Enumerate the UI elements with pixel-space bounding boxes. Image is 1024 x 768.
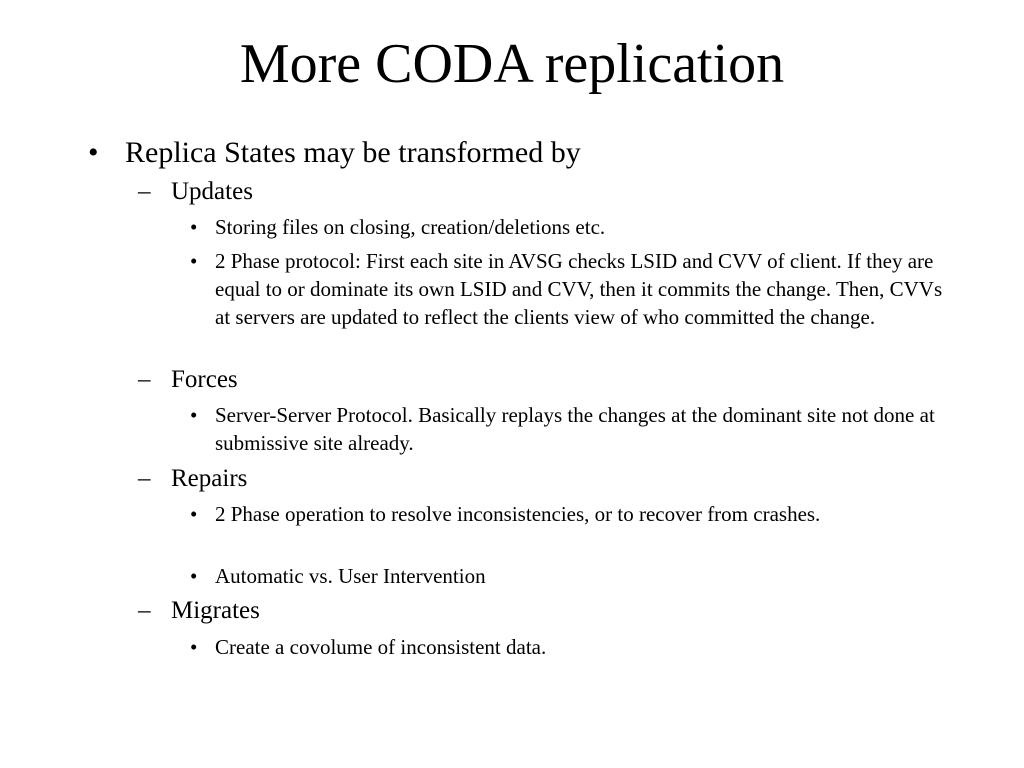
dash-icon: – (138, 465, 151, 492)
bullet-icon: • (190, 635, 198, 659)
dash-icon: – (138, 178, 151, 205)
bullet-icon: • (190, 564, 198, 588)
bullet-icon: • (190, 215, 198, 239)
bullet-icon: • (88, 136, 99, 169)
point-text: 2 Phase protocol: First each site in AVSG checks LSID and CVV of client. If they are equal to or dominate its own LSID and CVV, then it commits the change. Then, CVVs at servers are updated to reflect the clients view of who committed the change. (215, 249, 943, 329)
dash-icon: – (138, 597, 151, 624)
section-heading-migrates: Migrates (171, 597, 260, 624)
point-text: Create a covolume of inconsistent data. (215, 635, 547, 659)
section-heading-forces: Forces (171, 366, 238, 393)
bullet-item-l1: Replica States may be transformed by (125, 136, 581, 169)
point-text: 2 Phase operation to resolve inconsistencies, or to recover from crashes. (215, 502, 821, 526)
point-text: Automatic vs. User Intervention (215, 564, 486, 588)
bullet-icon: • (190, 502, 198, 526)
section-heading-repairs: Repairs (171, 465, 248, 492)
point-text: Server-Server Protocol. Basically replays the changes at the dominant site not done at submissive site already. (215, 403, 935, 455)
point-text: Storing files on closing, creation/deletions etc. (215, 215, 606, 239)
dash-icon: – (138, 366, 151, 393)
slide-title: More CODA replication (239, 33, 785, 95)
bullet-icon: • (190, 249, 198, 273)
section-heading-updates: Updates (171, 178, 253, 205)
bullet-icon: • (190, 403, 198, 427)
